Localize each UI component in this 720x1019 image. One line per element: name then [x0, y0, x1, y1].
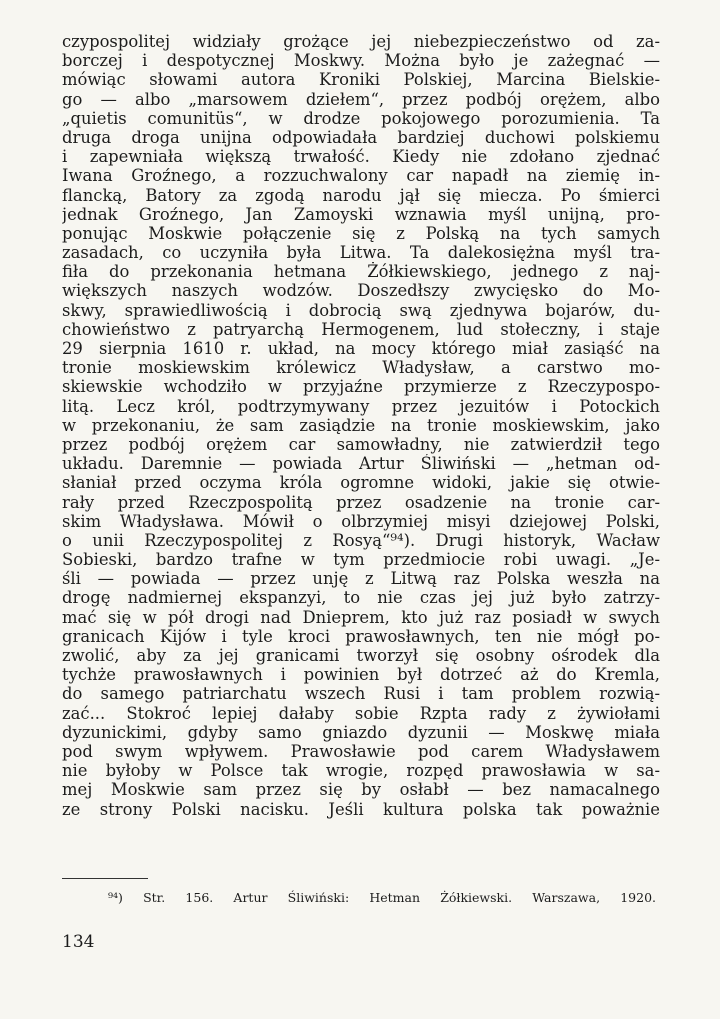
text-line: słaniał przed oczyma króla ogromne widoki, jakie się otwie-: [62, 473, 660, 493]
text-line: Sobieski, bardzo trafne w tym przedmiocie robi uwagi. „Je-: [62, 550, 660, 570]
text-line: 29 sierpnia 1610 r. układ, na mocy którego miał zasiąść na: [62, 339, 660, 358]
text-line: zwolić, aby za jej granicami tworzył się osobny ośrodek dla: [62, 646, 660, 665]
text-line: borczej i despotycznej Moskwy. Można było je zażegnać —: [62, 51, 660, 71]
text-line: skim Władysława. Mówił o olbrzymiej misyi dziejowej Polski,: [62, 511, 660, 531]
text-line: „quietis comunitüs“, w drodze pokojowego porozumienia. Ta: [62, 108, 660, 128]
text-line: zać... Stokroć lepiej dałaby sobie Rzpta rady z żywiołami: [62, 703, 660, 723]
text-line: układu. Daremnie — powiada Artur Śliwiński — „hetman od-: [62, 454, 660, 474]
text-line: czypospolitej widziały grożące jej niebezpieczeństwo od za-: [62, 32, 660, 51]
text-line: mać się w pół drogi nad Dnieprem, kto już raz posiadł w swych: [62, 607, 660, 627]
text-line: ponując Moskwie połączenie się z Polską na tych samych: [62, 223, 660, 243]
footnote-divider: [62, 878, 148, 879]
text-line: tychże prawosławnych i powinien był dotrzeć aż do Kremla,: [62, 665, 660, 685]
text-line: i zapewniała większą trwałość. Kiedy nie zdołano zjednać: [62, 147, 660, 167]
text-line: rały przed Rzeczpospolitą przez osadzenie na tronie car-: [62, 492, 660, 512]
text-line: nie byłoby w Polsce tak wrogie, rozpęd prawosławia w sa-: [62, 761, 660, 781]
text-line: przez podbój orężem car samowładny, nie zatwierdził tego: [62, 434, 660, 454]
text-line: śli — powiada — przez unję z Litwą raz Polska weszła na: [62, 569, 660, 589]
text-line: Iwana Groźnego, a rozzuchwalony car napadł na ziemię in-: [62, 166, 660, 186]
text-line: skiewskie wchodziło w przyjaźne przymierze z Rzeczypospo-: [62, 377, 660, 397]
text-line: jednak Groźnego, Jan Zamoyski wznawia myśl unijną, pro-: [62, 204, 660, 224]
text-line: dyzunickimi, gdyby samo gniazdo dyzunii — Moskwę miała: [62, 722, 660, 742]
text-line: druga droga unijna odpowiadała bardziej duchowi polskiemu: [62, 127, 660, 147]
footnote: ⁹⁴) Str. 156. Artur Śliwiński: Hetman Żółkiewski. Warszawa, 1920.: [108, 890, 656, 905]
text-line: o unii Rzeczypospolitej z Rosyą“⁹⁴). Drugi historyk, Wacław: [62, 530, 660, 550]
text-line: granicach Kijów i tyle kroci prawosławnych, ten nie mógł po-: [62, 626, 660, 646]
text-line: większych naszych wodzów. Doszedłszy zwycięsko do Mo-: [62, 281, 660, 301]
body-text: [62, 32, 660, 819]
text-line: w przekonaniu, że sam zasiądzie na tronie moskiewskim, jako: [62, 415, 660, 435]
text-line: mówiąc słowami autora Kroniki Polskiej, Marcina Bielskie-: [62, 70, 660, 90]
text-line: do samego patriarchatu wszech Rusi i tam problem rozwią-: [62, 684, 660, 704]
text-line: skwy, sprawiedliwością i dobrocią swą zjednywa bojarów, du-: [62, 300, 660, 320]
text-line: tronie moskiewskim królewicz Władysław, a carstwo mo-: [62, 358, 660, 378]
text-line: go — albo „marsowem dziełem“, przez podbój orężem, albo: [62, 89, 660, 109]
text-line: fiła do przekonania hetmana Żółkiewskiego, jednego z naj-: [62, 262, 660, 282]
text-line: drogę nadmiernej ekspanzyi, to nie czas jej już było zatrzy-: [62, 588, 660, 608]
text-line: mej Moskwie sam przez się by osłabł — bez namacalnego: [62, 780, 660, 800]
text-line: chowieństwo z patryarchą Hermogenem, lud stołeczny, i staje: [62, 319, 660, 339]
text-line: zasadach, co uczyniła była Litwa. Ta dalekosiężna myśl tra-: [62, 243, 660, 263]
text-line: ze strony Polski nacisku. Jeśli kultura polska tak poważnie: [62, 799, 660, 819]
text-line: litą. Lecz król, podtrzymywany przez jezuitów i Potockich: [62, 396, 660, 416]
text-line: pod swym wpływem. Prawosławie pod carem Władysławem: [62, 741, 660, 761]
text-line: flancką, Batory za zgodą narodu jął się miecza. Po śmierci: [62, 185, 660, 205]
page-number: 134: [62, 932, 95, 952]
